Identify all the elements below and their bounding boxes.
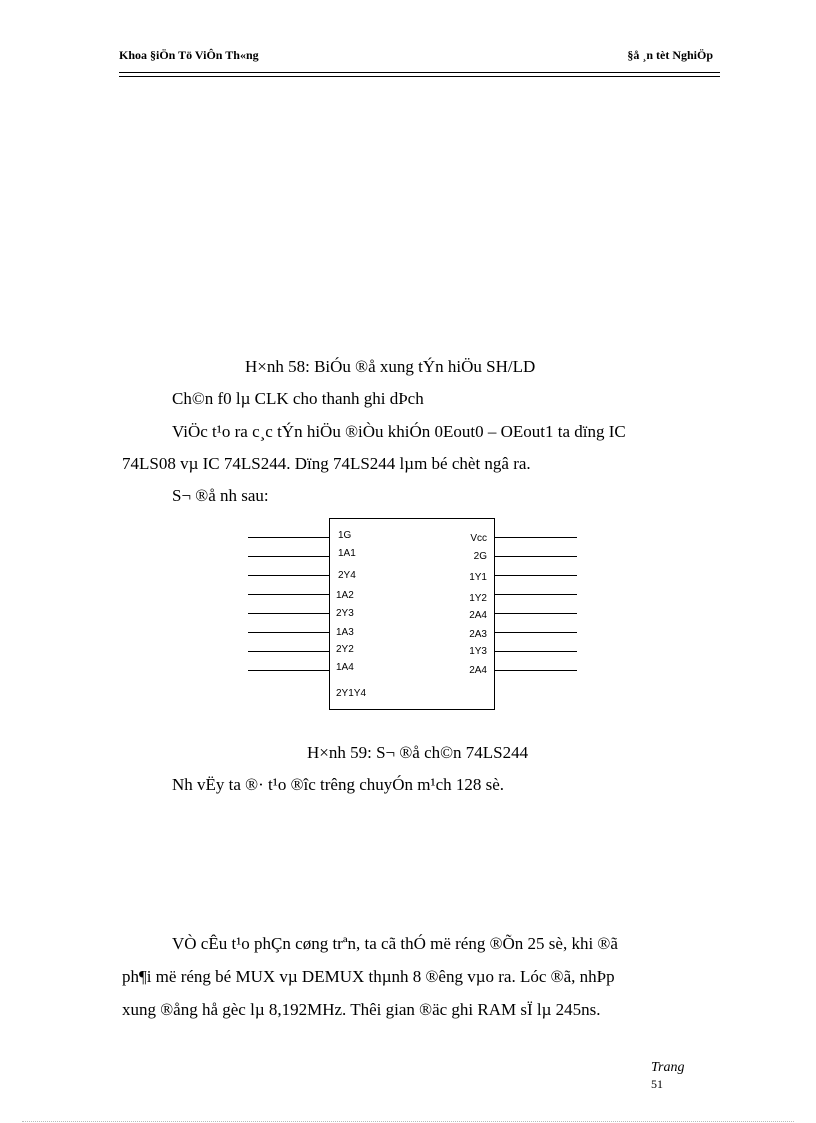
pin-line-right xyxy=(495,537,577,538)
paragraph-1: Ch©n f0 lµ CLK cho thanh ghi dÞch xyxy=(172,389,424,408)
header-right: §å ¸n tèt NghiÖp xyxy=(627,48,713,62)
pin-label-left: 2Y4 xyxy=(338,570,356,581)
pin-line-right xyxy=(495,670,577,671)
pin-label-left: 2Y3 xyxy=(336,608,354,619)
pin-label-right: 2G xyxy=(473,551,487,562)
pin-label-left: 2Y2 xyxy=(336,644,354,655)
paragraph-4: Nh vËy ta ®· t¹o ®îc trêng chuyÓn m¹ch 128 sè. xyxy=(172,775,505,794)
chip-bottom-label: 2Y1Y4 xyxy=(336,688,367,699)
pin-label-right: 2A4 xyxy=(469,610,487,621)
pin-label-left: 1G xyxy=(338,530,352,541)
paragraph-2-line-2: 74LS08 vµ IC 74LS244. Dïng 74LS244 lµm bé chèt ngâ ra. xyxy=(122,454,531,473)
paragraph-2-line-1: ViÖc t¹o ra c¸c tÝn hiÖu ®iÒu khiÓn 0Eout0 – OEout1 ta dïng IC xyxy=(172,422,626,441)
pin-line-right xyxy=(495,613,577,614)
pin-line-left xyxy=(248,670,330,671)
pin-label-right: 1Y3 xyxy=(469,646,487,657)
pin-label-left: 1A1 xyxy=(338,548,356,559)
footer-page-number: 51 xyxy=(651,1077,663,1091)
pin-line-right xyxy=(495,594,577,595)
page-bottom-border xyxy=(22,1121,794,1122)
pin-line-right xyxy=(495,651,577,652)
header-rule-bottom xyxy=(119,76,720,77)
figure-caption-59: H×nh 59: S¬ ®å ch©n 74LS244 xyxy=(307,743,529,762)
figure-caption-58: H×nh 58: BiÓu ®å xung tÝn hiÖu SH/LD xyxy=(245,357,536,376)
pin-line-left xyxy=(248,537,330,538)
pin-label-left: 1A3 xyxy=(336,627,354,638)
pin-line-right xyxy=(495,556,577,557)
paragraph-5-line-1: VÒ cÊu t¹o phÇn cøng trªn, ta cã thÓ më réng ®Õn 25 sè, khi ®ã xyxy=(172,934,618,953)
header-left: Khoa §iÖn Tö ViÔn Th«ng xyxy=(119,48,259,62)
paragraph-5-line-2: ph¶i më réng bé MUX vµ DEMUX thµnh 8 ®êng vµo ra. Lóc ®ã, nhÞp xyxy=(122,967,615,986)
paragraph-5-line-3: xung ®ång hå gèc lµ 8,192MHz. Thêi gian ®äc ghi RAM sÏ lµ 245ns. xyxy=(122,1000,601,1019)
pin-label-right: Vcc xyxy=(470,533,487,544)
pin-label-right: 1Y2 xyxy=(469,593,487,604)
pin-label-left: 1A4 xyxy=(336,662,354,673)
pin-line-right xyxy=(495,632,577,633)
pin-line-left xyxy=(248,651,330,652)
pin-line-left xyxy=(248,613,330,614)
pin-label-left: 1A2 xyxy=(336,590,354,601)
pin-line-left xyxy=(248,556,330,557)
pin-line-left xyxy=(248,575,330,576)
pin-line-right xyxy=(495,575,577,576)
pin-label-right: 2A4 xyxy=(469,665,487,676)
paragraph-3: S¬ ®å nh sau: xyxy=(172,486,269,505)
pin-label-right: 2A3 xyxy=(469,629,487,640)
header-rule-top xyxy=(119,72,720,73)
pin-label-right: 1Y1 xyxy=(469,572,487,583)
pin-line-left xyxy=(248,594,330,595)
pin-line-left xyxy=(248,632,330,633)
footer-page-label: Trang xyxy=(651,1060,685,1075)
